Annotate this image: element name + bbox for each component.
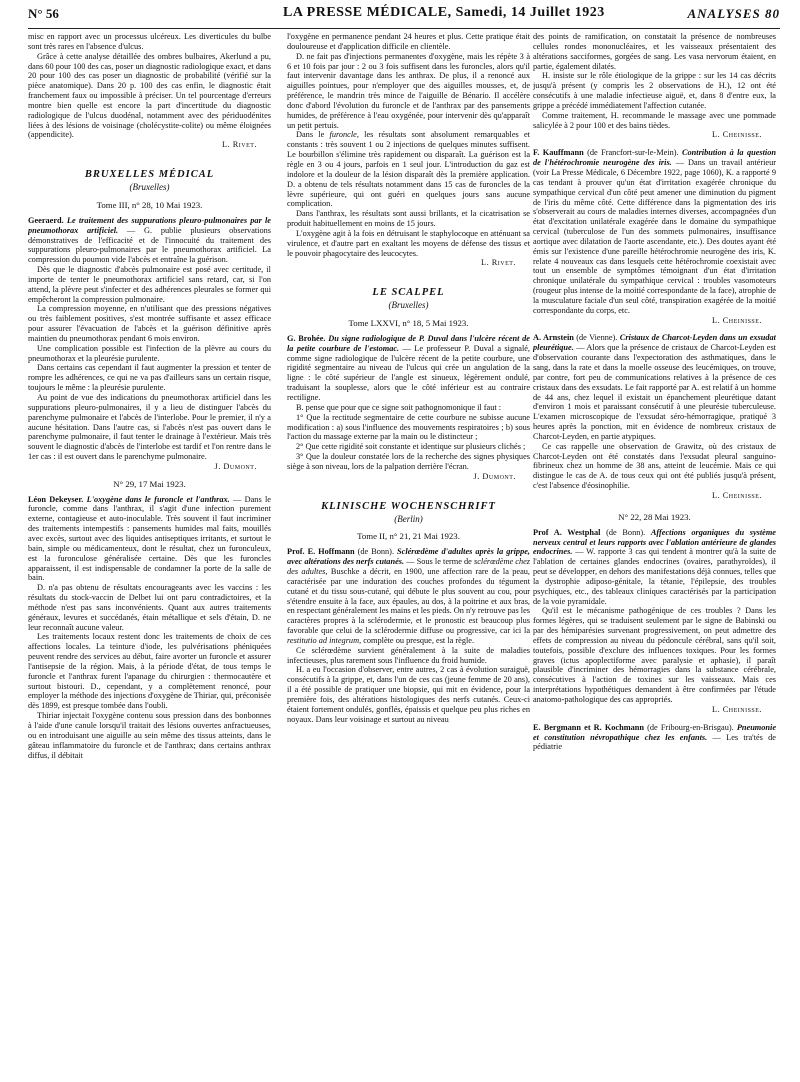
abstract-title: Sclérœdème d'adultes après la grippe, avec altérations des nerfs cutanés. xyxy=(287,547,530,567)
paragraph: D. n'a pas obtenu de résultats encourageants avec les vaccins : les résultats du stock-vaccin de Delbet lui ont paru contradictoires, et la méthode n'est pas sans inconvénients. Quant aux autres traitements généraux, levures et succédanés, étain métallique et sels d'étain, D. ne leur reconnaît aucune valeur. xyxy=(28,583,271,632)
journal-section-header xyxy=(287,286,530,311)
paragraph: Ce cas rappelle une observation de Grawitz, où des cristaux de Charcot-Leyden ont été constatés dans l'exsudat pleural sanguino-fibrineux chez un homme de 38 ans, atteint de leucémie. Mais ce qui distingue le cas de A. de tous ceux qui ont été publiés jusqu'à présent, c'est l'absence d'éosinophilie. xyxy=(533,441,776,491)
paragraph: Qu'il est le mécanisme pathogénique de ces troubles ? Dans les formes légères, qui se traduisent seulement par le signe de Babinski ou par des hémiparésies survenant progressivement, on peut admettre des effets de compression au niveau du pédoncule cérébral, sans qu'il soit, toutefois, possible d'exclure des influences toxiques. Pour les formes graves (ictus apoplectiforme avec paralysie et aphasie), il paraît plausible d'incriminer des hémorragies dans la substance cérébrale, consécutives à l'action de toxines sur les vaisseaux. Mais ces interprétations hypothétiques demandent à être confirmées par l'étude anatomo-pathologique des cas appropriés. xyxy=(533,606,776,704)
paragraph: Comme traitement, H. recommande le massage avec une pommade salicylée à 2 pour 100 et des bains tièdes. xyxy=(533,110,776,130)
paragraph: misc en rapport avec un processus ulcéreux. Les diverticules du bulbe sont très rares en l'absence d'ulcus. xyxy=(28,32,271,51)
text-run: — Sous le terme de xyxy=(406,557,474,567)
abstract-affiliation: (de Vienne). xyxy=(573,333,618,343)
text-emphasis: restitutio ad integrum xyxy=(287,635,360,645)
abstract-author: A. Arnstein xyxy=(533,333,574,343)
text-emphasis: furoncle xyxy=(329,130,357,140)
section-name: ANALYSES 80 xyxy=(687,6,780,21)
signature: L. Cheinisse. xyxy=(712,130,762,140)
paragraph: La compression moyenne, en n'utilisant que des pressions négatives ou très faiblement positives, s'est montrée suffisante et assez efficace pour assurer l'évacuation de l'abcès et la guérison définitive après maintien du pneumothorax pendant 6 mois environ. xyxy=(28,304,271,343)
abstract-author: Léon Dekeyser. xyxy=(28,494,84,504)
paragraph: des points de ramification, on constatait la présence de nombreuses cellules rondes mononucléaires, et les vaisseaux présentaient des altérations sacciformes, gorgées de sang. Les vasa nervorum étaient, en partie, également dilatés. xyxy=(533,32,776,71)
abstract-text: — Dans un travail antérieur (voir La Presse Médicale, 6 Décembre 1922, page 1060), K. a rapporté 9 cas tendant à prouver qu'un état d'irritation exagérée chronique du sympathique cervical d'un côté peut amener une diminution du pigment de l'iris du même côté. Cette différence dans la pigmentation des iris s'observerait au cours de maladies internes diverses, accompagnées d'un état d'excitation unilatérale exagérée dans le domaine du sympathique cervical (tuberculose de l'un des sommets pulmonaires, insuffisance aortique avec dilatation de l'aorte ascendante, etc.). Des doutes ayant été émis sur l'existence d'une pareille hétérochromie neurogène des iris, K. relate 4 nouveaux cas dans lesquels cette hétérochromie coexistait avec tout un ensemble de symptômes témoignant d'un état d'irritation chronique unilatérale du sympathique cervical : troubles vasomoteurs (rougeur plus intense de la moitié correspondante de la face), atrophie de la musculature faciale d'un seul côté, transpiration exagérée de la moitié correspondante du corps, etc. xyxy=(533,158,776,315)
issue-line: N° 29, 17 Mai 1923. xyxy=(113,478,186,489)
paragraph: Dans certains cas cependant il faut augmenter la pression et tenter de rompre les adhérences, ce qui ne va pas d'ailleurs sans un certain risque, toujours le même : la pleurésie purulente. xyxy=(28,363,271,393)
abstract-text: — W. rapporte 3 cas qui tendent à montrer qu'à la suite de l'ablation de certaines glandes endocrines (ovaires, parathyroïdes), il peut se développer, en dehors des manifestations déjà connues, telles que la dystrophie adiposo-génitale, la tétanie, l'épilepsie, des troubles psychiques, etc., des tableaux cliniques caractérisés par la participation de la voie pyramidale. xyxy=(533,547,776,606)
journal-city: (Berlin) xyxy=(394,513,423,524)
signature: L. Cheinisse. xyxy=(712,315,762,325)
paragraph xyxy=(287,130,530,209)
paragraph: H. a eu l'occasion d'observer, entre autres, 2 cas à évolution suraiguë, consécutifs à la grippe, et, dans l'un de ces cas (jeune femme de 20 ans), il a été possible de pratiquer une biopsie, qui mit en évidence, pour la première fois, des altérations histologiques des nerfs cutanés. Ceux-ci étaient fortement ondulés, gonflés, épaissis et quelque peu plus riches en noyaux. Dans leur voisinage et surtout au niveau xyxy=(287,665,530,724)
abstract xyxy=(533,148,776,325)
abstract-title: Pneumonie et constitution névropathique chez les enfants. xyxy=(533,722,776,742)
abstract-title: Contribution à la question de l'hétérochromie neurogène des iris. xyxy=(533,148,776,168)
text-run: Dans le xyxy=(296,130,330,140)
abstract-affiliation: (de Bonn). xyxy=(600,527,646,537)
abstract xyxy=(287,334,530,482)
abstract-title: L'oxygène dans le furoncle et l'anthrax. xyxy=(86,494,230,504)
abstract xyxy=(533,333,776,500)
journal-name: LE SCALPEL xyxy=(372,287,445,299)
paragraph: Une complication possible est l'infection de la plèvre au cours du pneumothorax et la pleurésie purulente. xyxy=(28,343,271,363)
abstract-affiliation: (de Bonn). xyxy=(354,547,395,557)
abstract-author: Prof A. Westphal xyxy=(533,527,601,537)
signature: L. Rivet. xyxy=(481,258,516,268)
article-continuation xyxy=(287,32,530,268)
abstract xyxy=(28,216,271,472)
paragraph: H. insiste sur le rôle étiologique de la grippe : sur les 14 cas décrits jusqu'à présent (y compris les 2 observations de H.), 12 ont été consécutifs à une maladie infectieuse aiguë, et, dans 8 d'entre eux, la grippe a précédé immédiatement l'affection cutanée. xyxy=(533,71,776,110)
text-run: , complète ou presque, est la règle. xyxy=(359,635,475,645)
column-right xyxy=(533,32,776,1080)
paragraph: Au point de vue des indications du pneumothorax artificiel dans les suppurations pleuro-pulmonaires, il y a lieu de distinguer l'abcès du parenchyme pulmonaire et l'abcès de l'interlobe. Pour le premier, il n'y a aucune hésitation. Dans l'autre cas, si l'abcès n'est pas ouvert dans le parenchyme pulmonaire, il faut tenter le drainage à l'extérieur. Mais très souvent le diagnostic d'abcès de l'interlobe est tardif et l'on rentre dans le 1er cas : il est ouvert dans le parenchyme pulmonaire. xyxy=(28,393,271,462)
article-continuation xyxy=(533,32,776,140)
column-left xyxy=(28,32,271,1080)
abstract-text: — Les tra'tés de pédiatrie xyxy=(533,732,776,752)
abstract-author: G. Brohée. xyxy=(287,333,326,343)
abstract-text: — Dans le furoncle, comme dans l'anthrax, il s'agit d'une infection purement externe, contagieuse et auto-inoculable. Très souvent il faut incriminer des traitements intempestifs : pansements humides mal faits, mouillés avec excès, surtout avec des liquides antiseptiques irritants, et surtout le bain, simple ou médicamenteux, dont le résultat, chez un furonculeux, est la furonculose généralisée certaine. Dès que les furoncles apparaissent, il est indispensable de condamner la porte de la salle de bain. xyxy=(28,494,271,583)
abstract-title: Du signe radiologique de P. Duval dans l'ulcère récent de la petite courbure de l'estomac. xyxy=(287,333,530,353)
issue-line: Tome LXXVI, n° 18, 5 Mai 1923. xyxy=(348,318,469,329)
issue-line: N° 22, 28 Mai 1923. xyxy=(618,511,691,522)
abstract-text: — Le professeur P. Duval a signalé, comme signe radiologique de l'ulcère récent de la petite courbure, une rigidité segmentaire au niveau de l'ulcus qui crée un angulation de la ligne : le côté supérieur de l'angle est sinueux, légèrement ondulé, traduisant la souplesse, alors que le côté inférieur est au contraire rectiligne. xyxy=(287,343,530,402)
signature: J. Dumont. xyxy=(473,471,516,481)
paragraph: 2° Que cette rigidité soit constante et identique sur plusieurs clichés ; xyxy=(296,442,526,452)
paragraph: B. pense que pour que ce signe soit pathognomonique il faut : xyxy=(296,402,502,412)
abstract xyxy=(533,723,776,753)
abstract-title: Le traitement des suppurations pleuro-pulmonaires par le pneumothorax artificiel. xyxy=(28,215,271,235)
issue-line: Tome II, n° 21, 21 Mai 1923. xyxy=(357,531,460,542)
journal-city: (Bruxelles) xyxy=(129,182,170,193)
paragraph: Dans l'anthrax, les résultats sont aussi brillants, et la cicatrisation se produit habituellement en moins de 15 jours. xyxy=(287,209,530,229)
abstract xyxy=(287,547,530,724)
signature: L. Cheinisse. xyxy=(712,704,762,714)
column-middle xyxy=(287,32,530,1080)
abstract-author: Prof. E. Hoffmann xyxy=(287,547,355,557)
abstract-text: — G. publie plusieurs observations démonstratives de l'efficacité et de l'innocuité du traitement des suppurations pleuro-pulmonaires par le pneumothorax artificiel. La compression du poumon vide l'abcès et entraîne la guérison. xyxy=(28,225,271,265)
page-header xyxy=(28,4,780,29)
abstract xyxy=(533,528,776,715)
journal-section-header xyxy=(28,168,271,193)
paragraph: Ce sclérœdème survient généralement à la suite de maladies infectieuses, plus rarement sous l'influence du froid humide. xyxy=(287,645,530,665)
abstract-author: E. Bergmann et R. Kochmann xyxy=(533,722,645,732)
paragraph: 1° Que la rectitude segmentaire de cette courbure ne subisse aucune modification : a) sous l'influence des mouvements respiratoires ; b) sous l'action du massage externe par la main ou le distincteur ; xyxy=(287,412,530,442)
text-emphasis: sclérœdème chez des adultes xyxy=(287,557,530,576)
journal-name: KLINISCHE WOCHENSCHRIFT xyxy=(321,500,496,512)
abstract xyxy=(28,495,271,761)
paragraph: Grâce à cette analyse détaillée des ombres bulbaires, Akerlund a pu, dans 60 pour 100 des cas, poser un diagnostic radiologique exact, et dans 20 pour 100 des cas poser un diagnostic de probabilité (vérifié sur la pièce anatomique). Dans 20 p. 100 des cas enfin, le diagnostic était franchement faux ou impossible à préciser. Un tel pourcentage d'erreurs montre bien quelle est encore la part d'incertitude du diagnostic radiologique de l'ulcus duodénal, notamment avec des périduodénites liées à des lésions de voisinage (cholécystite-colite) ou même éloignées (appendicite). xyxy=(28,51,271,140)
signature: L. Rivet. xyxy=(222,140,257,150)
signature: L. Cheinisse. xyxy=(712,490,762,500)
signature: J. Dumont. xyxy=(214,461,257,471)
journal-city: (Bruxelles) xyxy=(388,300,429,311)
paragraph: l'oxygène en permanence pendant 24 heures et plus. Cette pratique était douloureuse et d'application difficile en clientèle. xyxy=(287,32,530,51)
abstract-affiliation: (de Fribourg-en-Brisgau). xyxy=(644,722,734,732)
journal-section-header xyxy=(287,500,530,525)
paragraph: L'oxygène agit à la fois en détruisant le staphylocoque en atténuant sa virulence, et d'autre part en exaltant les moyens de défense des tissus et le pouvoir phagocytaire des leucocytes. xyxy=(287,228,530,258)
abstract-title: Affections organiques du système nerveux central et leurs rapports avec l'ablation antérieure de glandes endocrines. xyxy=(533,527,776,557)
abstract-text: — Alors que la présence de cristaux de Charcot-Leyden est d'observation courante dans l'expectoration des asthmatiques, dans le sang, dans la rate et dans la moelle osseuse des leucémiques, on trouve, par contre, fort peu de communications relatives à la présence de ces cristaux dans des exsudats. Le fait rapporté par A. est relatif à un homme de 44 ans, chez lequel il existait un épanchement pleurétique datant d'environ 1 mois et paraissant consécutif à une pleurésie tuberculeuse. L'examen microscopique de l'exsudat séro-hémorragique, pratiqué 3 heures après la ponction, mit en évidence de nombreux cristaux de Charcot-Leyden, en partie atypiques. xyxy=(533,343,776,441)
article-continuation xyxy=(28,32,271,150)
text-run: , Buschke a décrit, en 1900, une affection rare de la peau, caractérisée par une induration des couches profondes du tégument cutané et du tissu sous-cutané, qui débute le plus souvent au cou, pour s'étendre ensuite à la face, aux épaules, au dos, à la poitrine et aux bras, en respectant généralement les mains et les pieds. On n'y retrouve pas les caractères propres à la sclérodermie, et le pronostic est beaucoup plus favorable que celui de la sclérodermie diffuse ou progressive, car ici la xyxy=(287,566,530,636)
paragraph: D. ne fait pas d'injections permanentes d'oxygène, mais les répète 3 à 6 et 10 fois par jour : 2 ou 3 fois suffisent dans les furoncles, alors qu'il faut intervenir davantage dans les anthrax. De plus, il a renoncé aux aiguilles pointues, pour n'employer que des aiguilles mousses, et, de préférence, le mandrin très mince de l'aiguille de Bénario. Il accélère donc d'abord l'évolution du furoncle et de l'anthrax par des pansements humides, de préférence à l'eau oxygénée, pour intervenir dès qu'apparaît un petit pertuis. xyxy=(287,51,530,130)
abstract-author: Geeraerd. xyxy=(28,215,64,225)
abstract-author: F. Kauffmann xyxy=(533,148,584,158)
issue-line: Tome III, n° 28, 10 Mai 1923. xyxy=(96,199,203,210)
paragraph: Dès que le diagnostic d'abcès pulmonaire est posé avec certitude, il importe de tenter le pneumothorax artificiel sans retard, car, si l'on attend, la plèvre peut s'infecter et des adhérences pleurales se former qui empêcheront la compression pulmonaire. xyxy=(28,265,271,304)
paragraph: Les traitements locaux restent donc les traitements de choix de ces affections locales. La teinture d'iode, les pulvérisations phéniquées peuvent rendre des services au début, faire avorter un furoncle et assurer l'antisepsie de la région. Mais, à la période d'état, de tous temps le furoncle et l'anthrax furent l'apanage du chirurgien : thermocautère et surtout bistouri. D., cependant, y a complètement renoncé, pour employer la méthode des injections d'oxygène de Thiriar, qui, préconisée dès 1899, est presque tombée dans l'oubli. xyxy=(28,632,271,711)
page-number: N° 56 xyxy=(28,6,59,21)
paragraph: Thiriar injectait l'oxygène contenu sous pression dans des bonbonnes à l'aide d'une canule lorsqu'il traitait des lésions ouvertes anfractueuses, ou en introduisant une aiguille au sein même des tissus atteints, dans le gâteau inflammatoire du furoncle et de l'anthrax; dans certains anthrax diffus, il débitait xyxy=(28,711,271,760)
paragraph: 3° Que la douleur constatée lors de la recherche des signes physiques siège à son niveau, lors de la palpation derrière l'écran. xyxy=(287,452,530,471)
journal-name: BRUXELLES MÉDICAL xyxy=(84,169,215,181)
text-run: , les résultats sont absolument remarquables et constants : très souvent 1 ou 2 injections de quelques minutes suffisent. Le bourbillon s'élimine très rapidement ou disparaît. La guérison est la règle en 3 ou 4 jours, parfois en 1 seul jour. L'introduction du gaz est indolore et la douleur de la lésion disparaît dès la première application. D. a obtenu de tels résultats notamment dans 15 cas de furoncles de la lèvre supérieure, qui ont guéri en quelques jours sans aucune complication. xyxy=(287,130,530,209)
abstract-title: Cristaux de Charcot-Leyden dans un exsudat pleurétique. xyxy=(533,333,776,353)
abstract-affiliation: (de Francfort-sur-le-Mein). xyxy=(583,148,679,158)
journal-title: LA PRESSE MÉDICALE, Samedi, 14 Juillet 1923 xyxy=(283,5,605,20)
